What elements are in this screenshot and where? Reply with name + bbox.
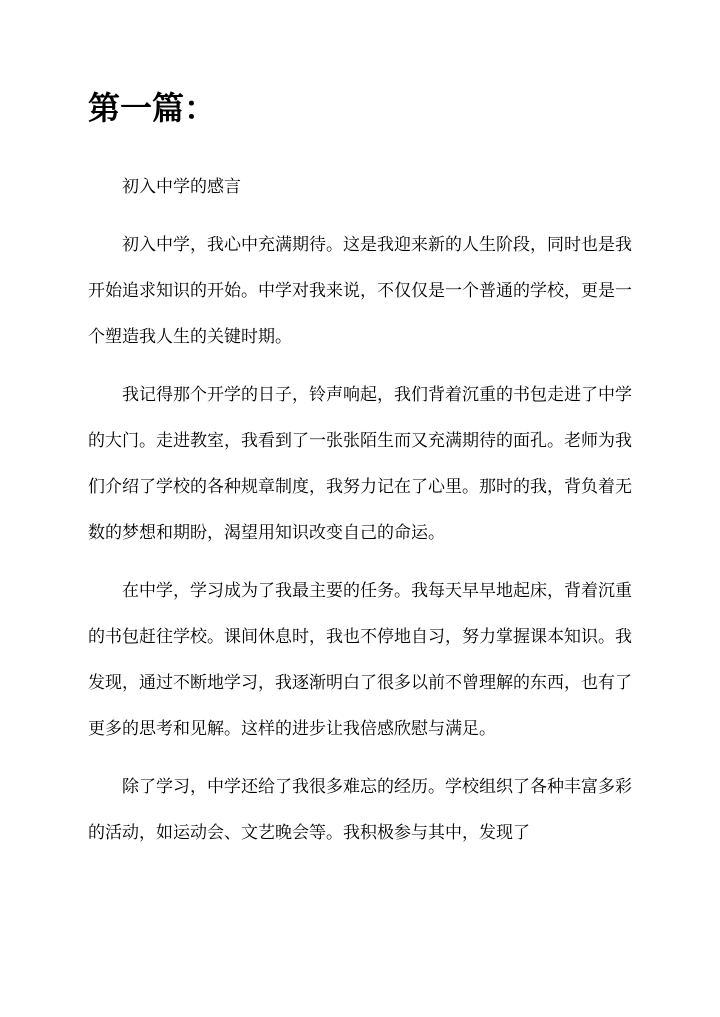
paragraph-4: 除了学习，中学还给了我很多难忘的经历。学校组织了各种丰富多彩的活动，如运动会、文艺晚会等。我积极参与其中，发现了	[88, 777, 632, 843]
paragraph-3: 在中学，学习成为了我最主要的任务。我每天早早地起床，背着沉重的书包赶往学校。课间休息时，我也不停地自习，努力掌握课本知识。我发现，通过不断地学习，我逐渐明白了很多以前不曾理解的东西，也有了更多的思考和见解。这样的进步让我倍感欣慰与满足。	[88, 581, 632, 739]
document-heading: 第一篇：	[88, 89, 217, 127]
paragraph-2: 我记得那个开学的日子，铃声响起，我们背着沉重的书包走进了中学的大门。走进教室，我看到了一张张陌生而又充满期待的面孔。老师为我们介绍了学校的各种规章制度，我努力记在了心里。那时的我，背负着无数的梦想和期盼，渴望用知识改变自己的命运。	[88, 385, 632, 543]
paragraph-1: 初入中学，我心中充满期待。这是我迎来新的人生阶段，同时也是我开始追求知识的开始。中学对我来说，不仅仅是一个普通的学校，更是一个塑造我人生的关键时期。	[88, 235, 632, 347]
essay-title: 初入中学的感言	[122, 177, 241, 197]
document-body	[88, 164, 632, 868]
